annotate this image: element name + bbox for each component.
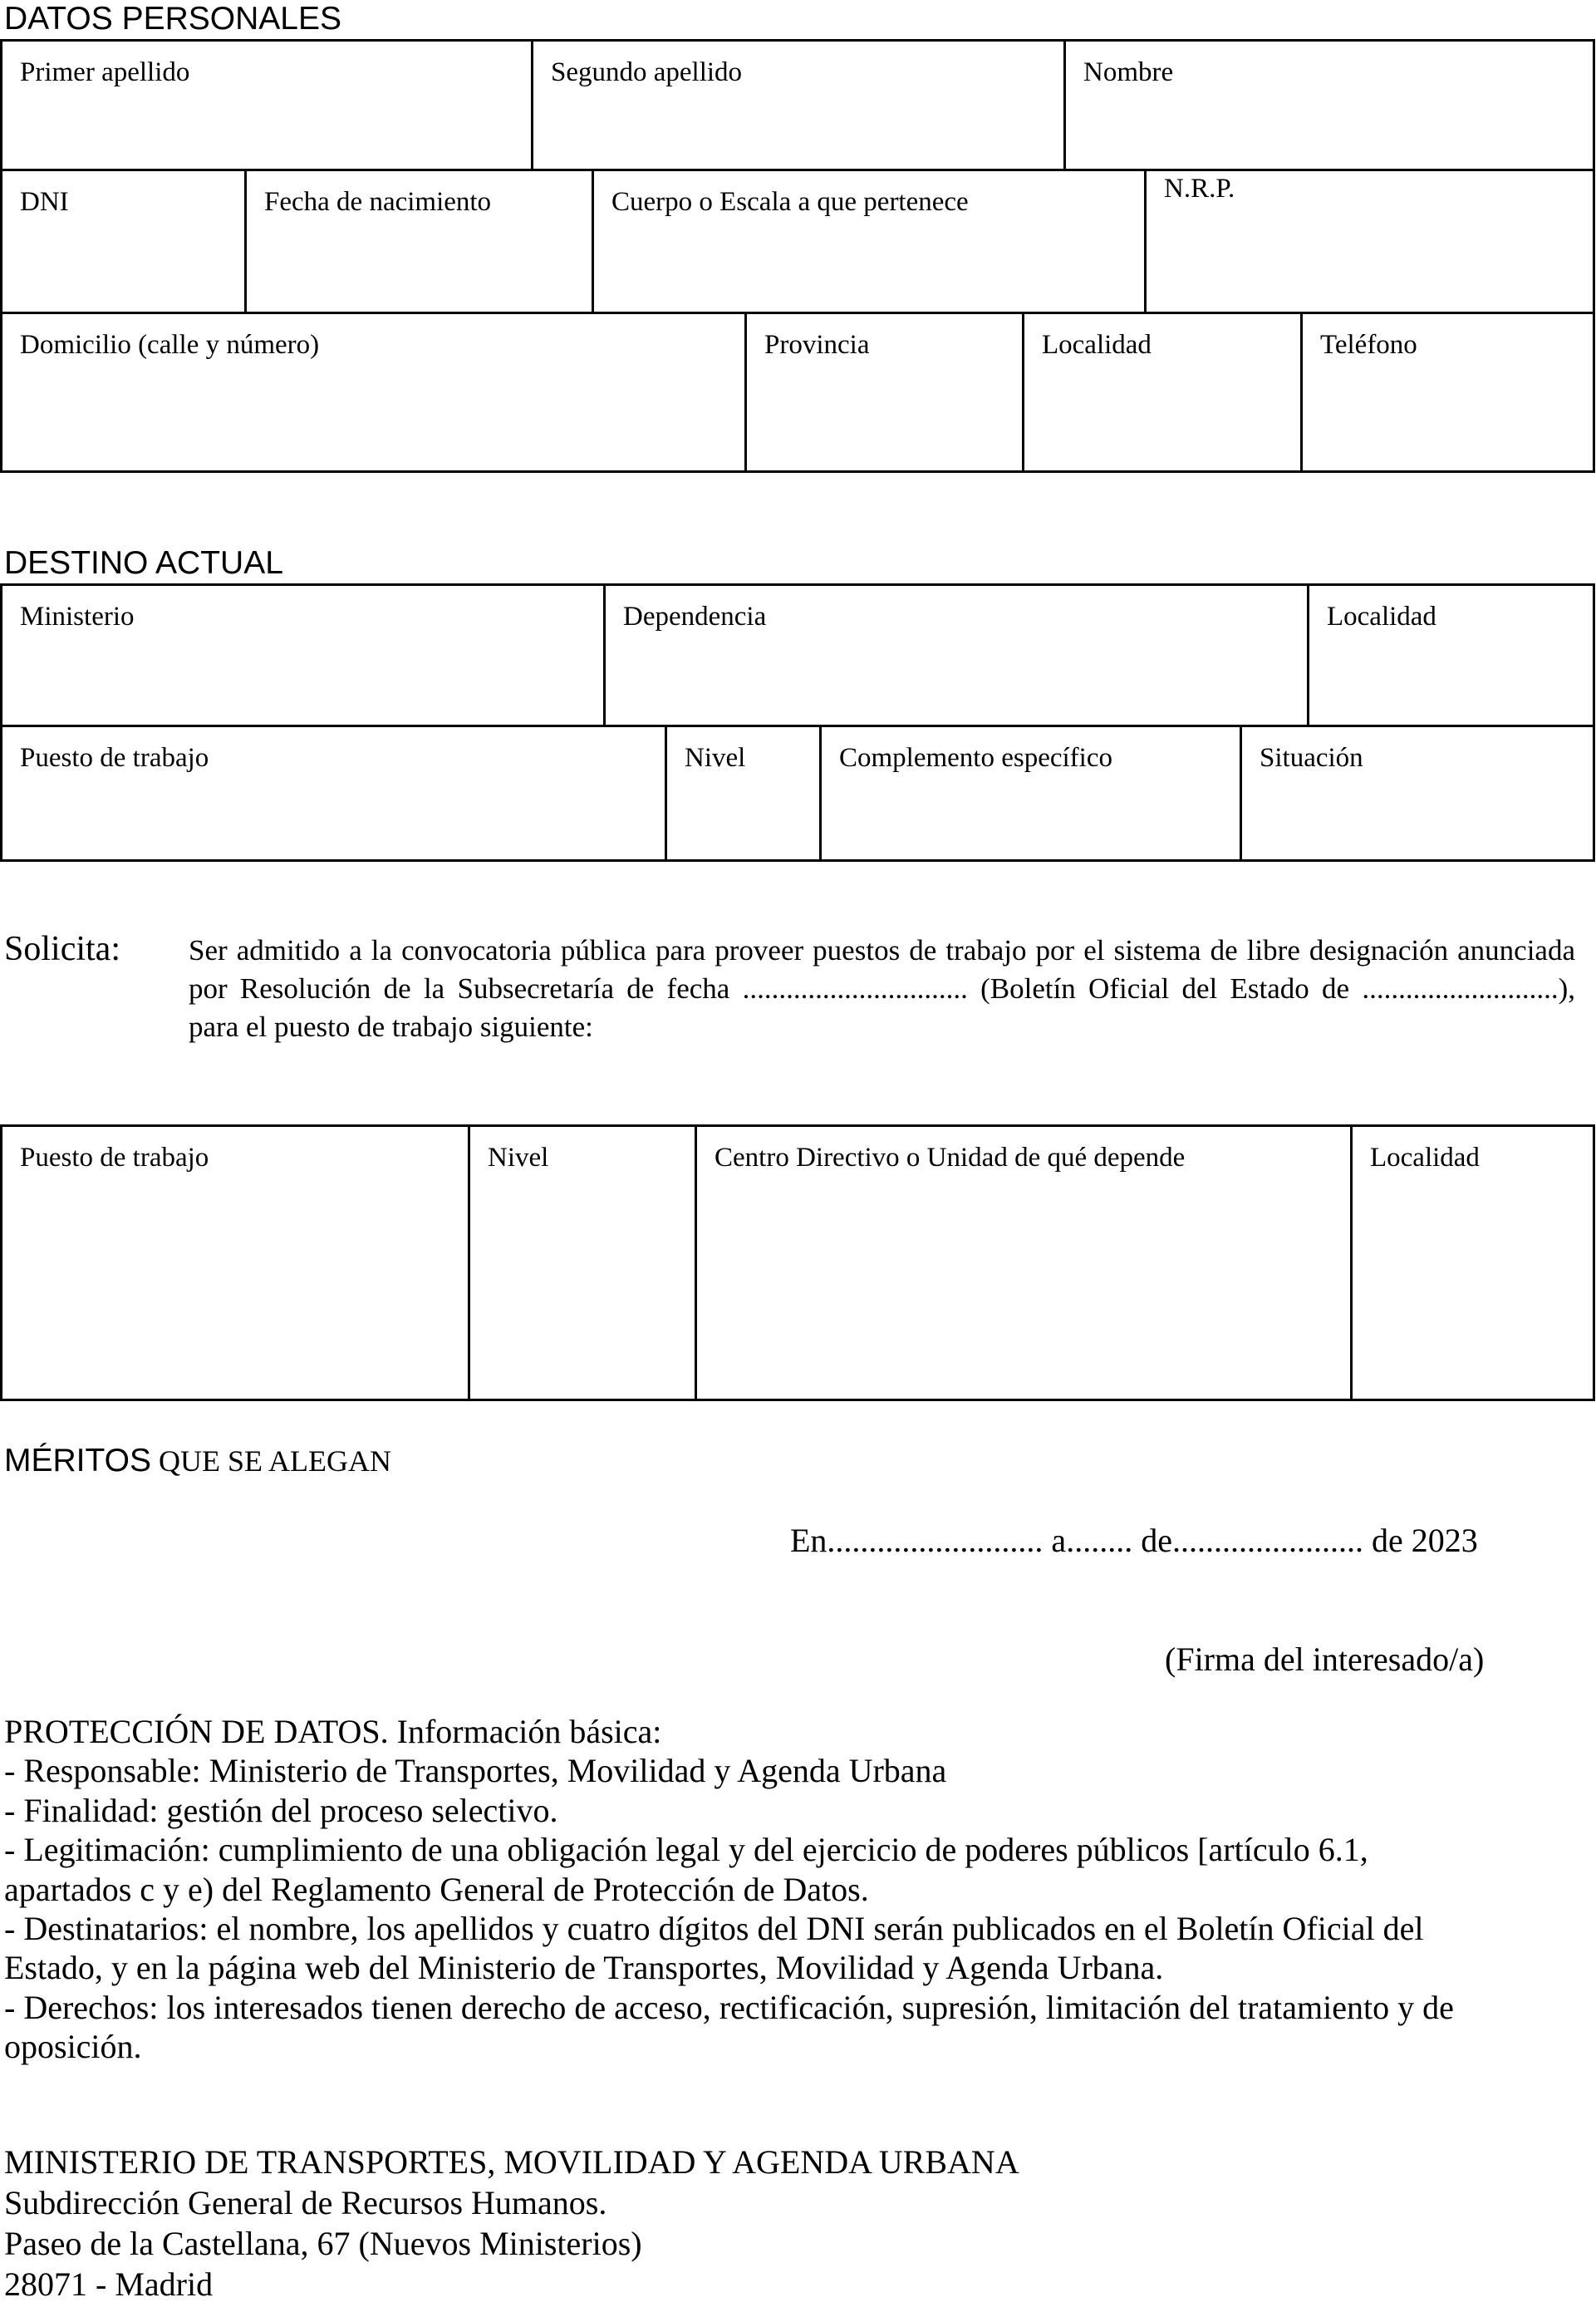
firma-label: (Firma del interesado/a): [1165, 1640, 1485, 1678]
meritos-title-main: MÉRITOS: [4, 1443, 151, 1478]
destino-localidad-label: Localidad: [1327, 602, 1436, 632]
nrp-field: [1144, 169, 1595, 314]
provincia-field: [744, 312, 1024, 473]
provincia-label: Provincia: [764, 330, 870, 360]
datos-localidad-field: [1022, 312, 1303, 473]
primer-apellido-label: Primer apellido: [20, 57, 190, 87]
solicitud-line: para el puesto de trabajo siguiente:: [189, 1011, 593, 1043]
centro-directivo-label: Centro Directivo o Unidad de qué depende: [715, 1143, 1186, 1173]
direccion-line: Paseo de la Castellana, 67 (Nuevos Ministerios): [4, 2225, 642, 2262]
destino-actual-title: DESTINO ACTUAL: [4, 545, 283, 581]
puesto-trabajo-field: [0, 1124, 470, 1401]
situacion-field: [1240, 725, 1595, 862]
proteccion-datos-line: PROTECCIÓN DE DATOS. Información básica:: [4, 1713, 662, 1750]
proteccion-datos-block: [4, 1712, 1454, 2067]
segundo-apellido-field: [531, 39, 1066, 171]
dni-field: [0, 169, 247, 314]
ministerio-field: [0, 583, 606, 727]
proteccion-datos-line: apartados c y e) del Reglamento General de Protección de Datos.: [4, 1870, 869, 1908]
complemento-especifico-field: [819, 725, 1242, 862]
solicitud-paragraph: [189, 932, 1575, 1046]
direccion-line: 28071 - Madrid: [4, 2265, 214, 2303]
domicilio-field: [0, 312, 747, 473]
primer-apellido-field: [0, 39, 533, 171]
solicitud-line: por Resolución de la Subsecretaría de fecha ............................... (Boletín Oficial del Estado de ...........................),: [189, 972, 1575, 1005]
dependencia-label: Dependencia: [623, 602, 767, 632]
cuerpo-escala-field: [592, 169, 1147, 314]
dni-label: DNI: [20, 187, 69, 217]
puesto-nivel-field: [468, 1124, 697, 1401]
proteccion-datos-line: - Responsable: Ministerio de Transportes, Movilidad y Agenda Urbana: [4, 1752, 947, 1790]
proteccion-datos-line: - Finalidad: gestión del proceso selectivo.: [4, 1791, 558, 1829]
nombre-label: Nombre: [1083, 57, 1174, 87]
proteccion-datos-line: - Legitimación: cumplimiento de una obligación legal y del ejercicio de poderes públicos [artículo 6.1,: [4, 1831, 1368, 1869]
fecha-nacimiento-label: Fecha de nacimiento: [264, 187, 492, 217]
meritos-title-rest: QUE SE ALEGAN: [158, 1444, 391, 1478]
meritos-title: [4, 1444, 391, 1485]
proteccion-datos-line: oposición.: [4, 2028, 142, 2066]
puesto-nivel-label: Nivel: [488, 1143, 549, 1173]
ministerio-label: Ministerio: [20, 602, 135, 632]
proteccion-datos-line: Estado, y en la página web del Ministerio de Transportes, Movilidad y Agenda Urbana.: [4, 1949, 1164, 1987]
complemento-especifico-label: Complemento específico: [839, 743, 1112, 773]
domicilio-label: Domicilio (calle y número): [20, 330, 320, 360]
proteccion-datos-line: - Destinatarios: el nombre, los apellidos y cuatro dígitos del DNI serán publicados en el Boletín Oficial del: [4, 1910, 1424, 1948]
segundo-apellido-label: Segundo apellido: [551, 57, 743, 87]
destino-puesto-trabajo-label: Puesto de trabajo: [20, 743, 209, 773]
nombre-field: [1063, 39, 1595, 171]
puesto-localidad-label: Localidad: [1370, 1143, 1480, 1173]
puesto-trabajo-label: Puesto de trabajo: [20, 1143, 209, 1173]
cuerpo-escala-label: Cuerpo o Escala a que pertenece: [611, 187, 969, 217]
dependencia-field: [603, 583, 1309, 727]
datos-localidad-label: Localidad: [1042, 330, 1152, 360]
direccion-line: Subdirección General de Recursos Humanos.: [4, 2184, 607, 2221]
lugar-fecha-line: En.......................... a........ de....................... de 2023: [790, 1522, 1478, 1559]
situacion-label: Situación: [1260, 743, 1363, 773]
nrp-label: N.R.P.: [1164, 174, 1235, 204]
telefono-field: [1300, 312, 1595, 473]
centro-directivo-field: [695, 1124, 1353, 1401]
fecha-nacimiento-field: [244, 169, 594, 314]
solicita-label: Solicita:: [4, 930, 120, 968]
puesto-localidad-field: [1350, 1124, 1595, 1401]
destino-localidad-field: [1307, 583, 1595, 727]
direccion-block: [4, 2142, 1019, 2305]
destino-puesto-trabajo-field: [0, 725, 667, 862]
proteccion-datos-line: - Derechos: los interesados tienen derecho de acceso, rectificación, supresión, limitación del tratamiento y de: [4, 1988, 1454, 2026]
telefono-label: Teléfono: [1320, 330, 1417, 360]
datos-personales-title: DATOS PERSONALES: [4, 1, 342, 37]
destino-nivel-field: [665, 725, 822, 862]
solicitud-line: Ser admitido a la convocatoria pública para proveer puestos de trabajo por el sistema de libre designación anunciada: [189, 934, 1575, 967]
destino-nivel-label: Nivel: [685, 743, 746, 773]
direccion-line: MINISTERIO DE TRANSPORTES, MOVILIDAD Y AGENDA URBANA: [4, 2143, 1019, 2181]
